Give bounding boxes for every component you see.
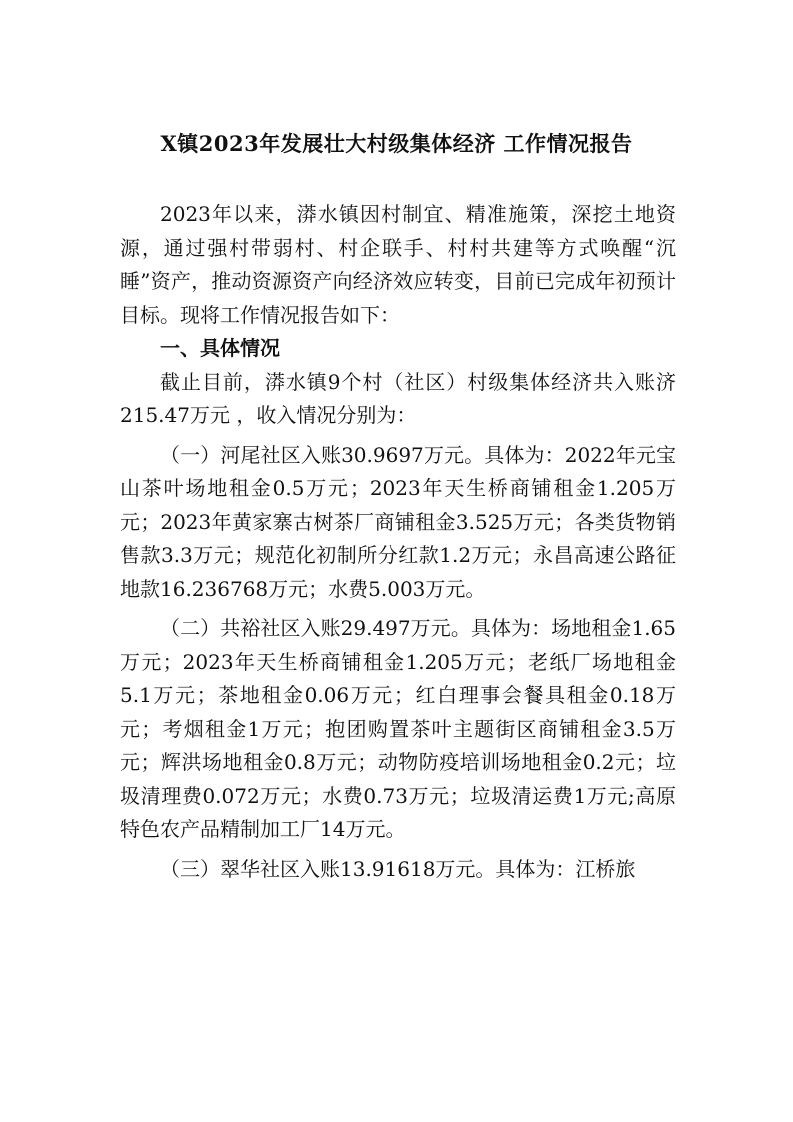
- section-intro-paragraph: 截止目前，漭水镇9个村（社区）村级集体经济共入账济215.47万元 ，收入情况分别为：: [120, 369, 676, 427]
- document-title: X镇2023年发展壮大村级集体经济 工作情况报告: [160, 131, 633, 156]
- document-body: [120, 198, 676, 886]
- intro-paragraph: 2023年以来，漭水镇因村制宜、精准施策，深挖土地资源，通过强村带弱村、村企联手、村村共建等方式唤醒“沉睡”资产，推动资源资产向经济效应转变，目前已完成年初预计目标。现将工作情况报告如下：: [120, 202, 676, 327]
- item-paragraph-2: （二）共裕社区入账29.497万元。具体为：场地租金1.65万元；2023年天生桥商铺租金1.205万元；老纸厂场地租金5.1万元；茶地租金0.06万元；红白理事会餐具租金0.18万元；考烟租金1万元；抱团购置茶叶主题街区商铺租金3.5万元；辉洪场地租金0.8万元；动物防疫培训场地租金0.2元；垃圾清理费0.072万元；水费0.73万元；垃圾清运费1万元;高原特色农产品精制加工厂14万元。: [120, 616, 676, 841]
- item-paragraph-1: （一）河尾社区入账30.9697万元。具体为：2022年元宝山茶叶场地租金0.5万元；2023年天生桥商铺租金1.205万元；2023年黄家寨古树茶厂商铺租金3.525万元；各类货物销售款3.3万元；规范化初制所分红款1.2万元；永昌高速公路征地款16.236768万元；水费5.003万元。: [120, 442, 676, 601]
- section-heading: 一、具体情况: [160, 336, 280, 360]
- item-paragraph-3: （三）翠华社区入账13.91618万元。具体为：江桥旅: [160, 856, 636, 881]
